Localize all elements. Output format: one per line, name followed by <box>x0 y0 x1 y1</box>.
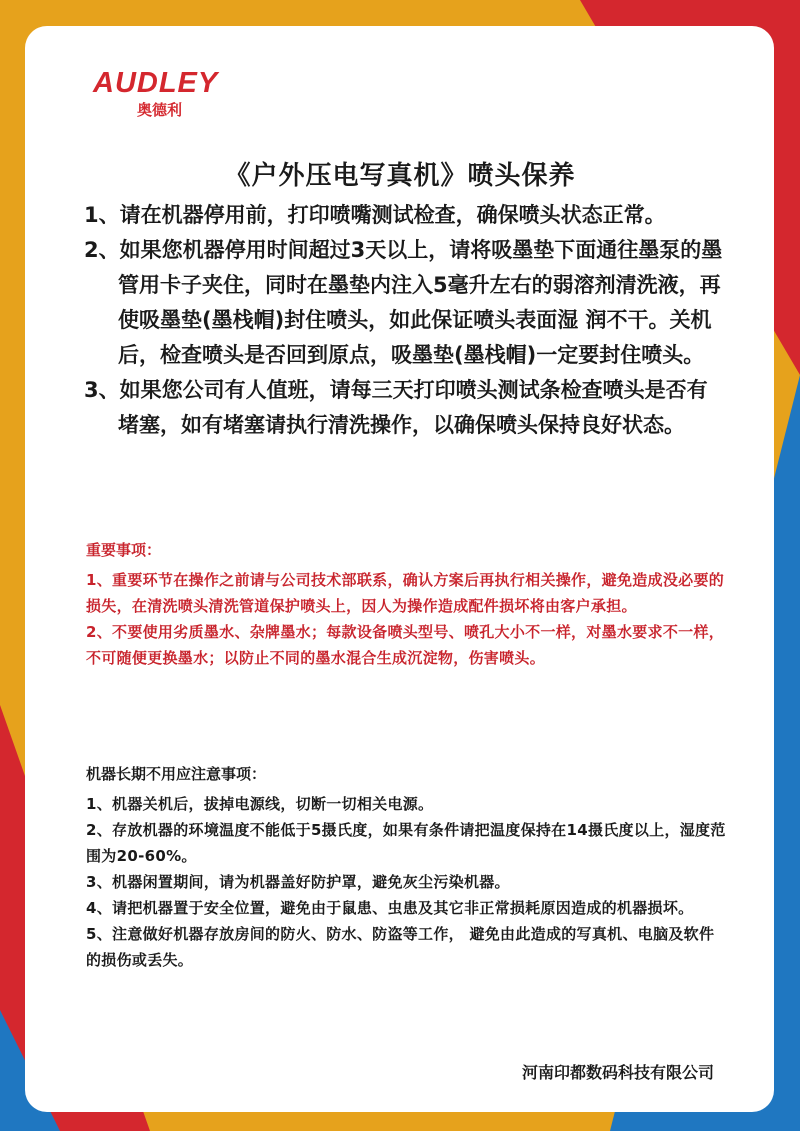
notice-item: 2、不要使用劣质墨水、杂牌墨水；每款设备喷头型号、喷孔大小不一样，对墨水要求不一样，不可随便更换墨水；以防止不同的墨水混合生成沉淀物，伤害喷头。 <box>86 623 725 667</box>
important-notice <box>86 538 726 671</box>
notes-item: 1、机器关机后，拔掉电源线，切断一切相关电源。 <box>86 795 434 813</box>
brand-logo <box>93 68 253 119</box>
notes-item: 4、请把机器置于安全位置，避免由于鼠患、虫患及其它非正常损耗原因造成的机器损坏。 <box>86 899 694 917</box>
notice-title: 重要事项： <box>86 541 162 559</box>
company-name: 河南印都数码科技有限公司 <box>521 1063 714 1082</box>
page-title: 《户外压电写真机》喷头保养 <box>224 161 576 191</box>
long-term-storage-notes <box>86 762 726 973</box>
notes-item: 2、存放机器的环境温度不能低于5摄氏度，如果有条件请把温度保持在14摄氏度以上，湿度范围为20-60%。 <box>86 821 726 865</box>
main-item: 1、请在机器停用前，打印喷嘴测试检查，确保喷头状态正常。 <box>84 203 666 227</box>
main-item: 3、如果您公司有人值班，请每三天打印喷头测试条检查喷头是否有堵塞，如有堵塞请执行清洗操作，以确保喷头保持良好状态。 <box>84 378 708 437</box>
brand-name-en: AUDLEY <box>93 67 219 99</box>
notes-item: 3、机器闲置期间，请为机器盖好防护罩，避免灰尘污染机器。 <box>86 873 510 891</box>
notes-title: 机器长期不用应注意事项： <box>86 765 267 783</box>
brand-name-cn: 奥德利 <box>137 101 183 119</box>
notes-item: 5、注意做好机器存放房间的防火、防水、防盗等工作， 避免由此造成的写真机、电脑及软件的损伤或丢失。 <box>86 925 715 969</box>
notice-item: 1、重要环节在操作之前请与公司技术部联系，确认方案后再执行相关操作，避免造成没必要的损失，在清洗喷头清洗管道保护喷头上，因人为操作造成配件损坏将由客户承担。 <box>86 571 725 615</box>
main-instructions <box>84 198 724 443</box>
main-item: 2、如果您机器停用时间超过3天以上，请将吸墨垫下面通往墨泵的墨管用卡子夹住，同时在墨垫内注入5毫升左右的弱溶剂清洗液，再使吸墨垫(墨栈帽)封住喷头，如此保证喷头表面湿 润不干。关机后，检查喷头是否回到原点，吸墨垫(墨栈帽)一定要封住喷头。 <box>84 238 723 367</box>
